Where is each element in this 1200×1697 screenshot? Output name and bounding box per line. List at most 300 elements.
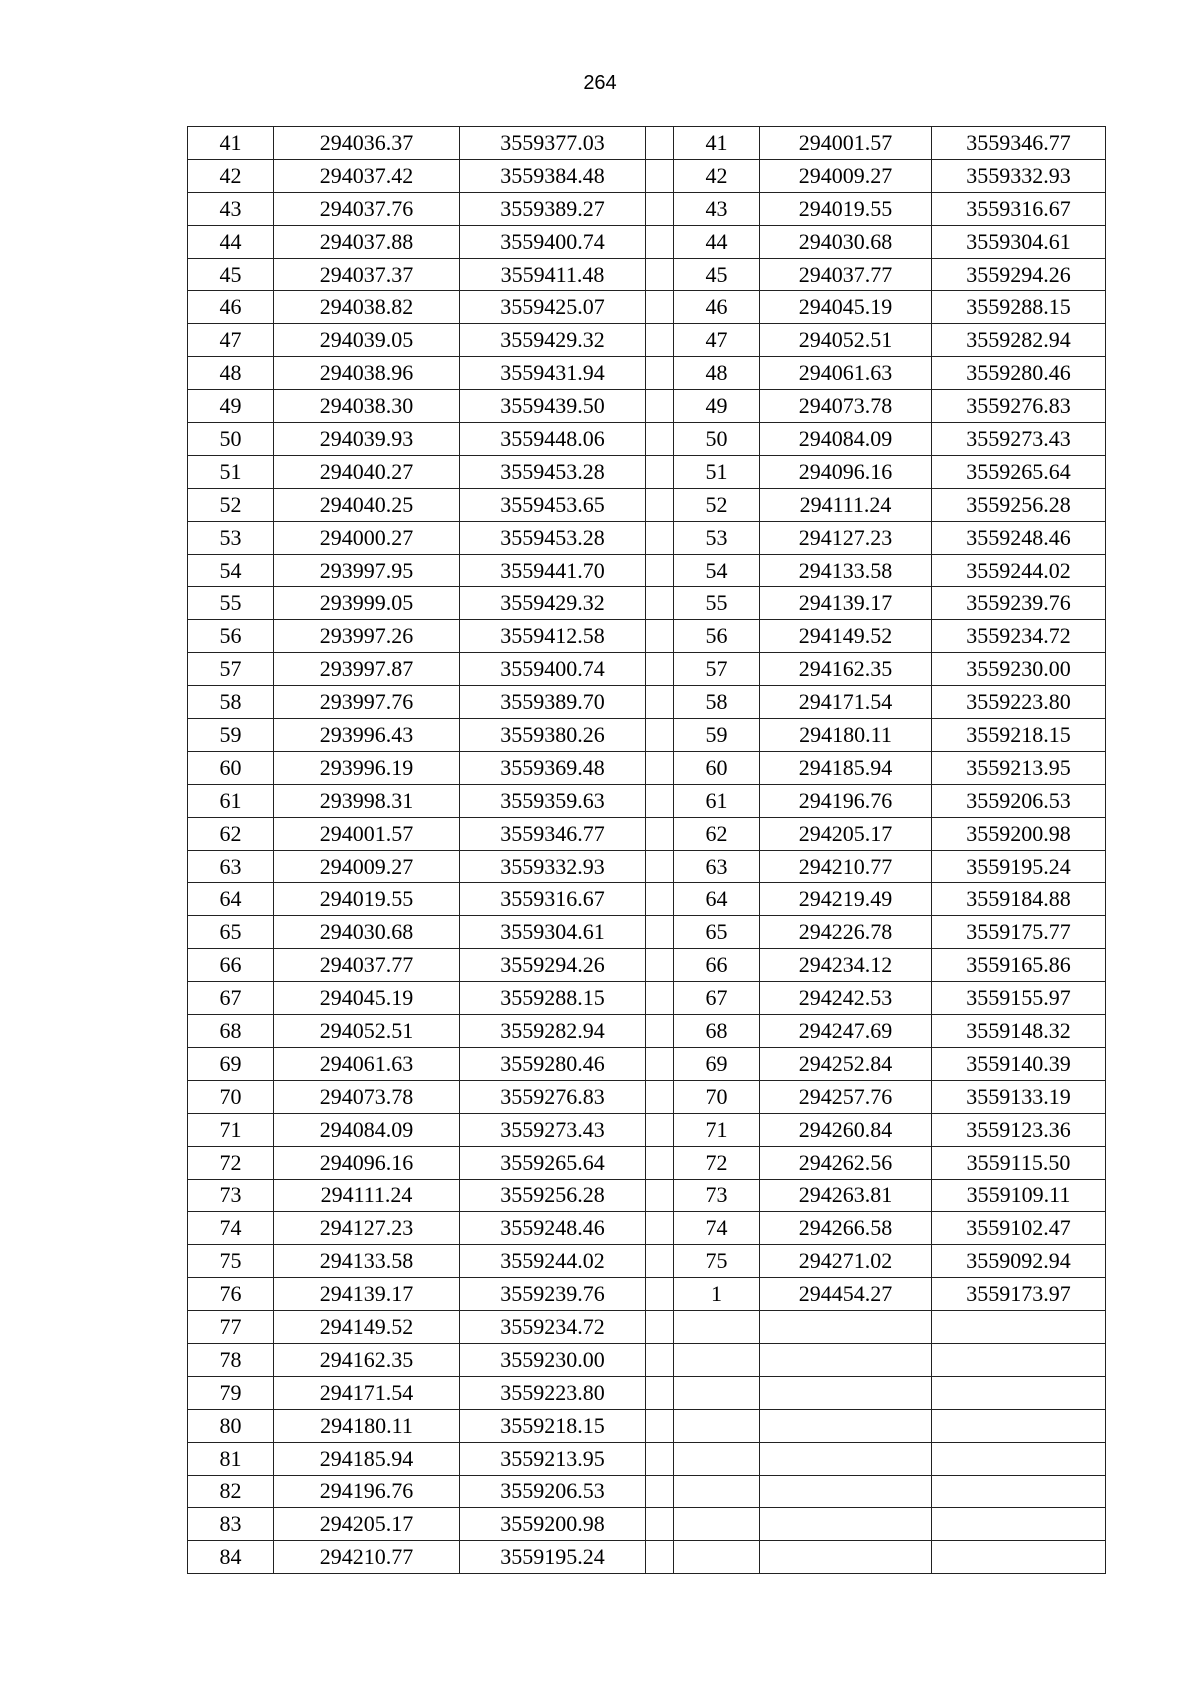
- table-row: [188, 1080, 1106, 1113]
- right-point-number-cell: 57: [674, 653, 760, 686]
- right-point-number-cell: 67: [674, 982, 760, 1015]
- blank-separator-cell: [646, 192, 674, 225]
- table-row: [188, 423, 1106, 456]
- left-y-coordinate-cell: 3559273.43: [460, 1113, 646, 1146]
- left-point-number-cell: 81: [188, 1442, 274, 1475]
- right-x-coordinate-cell: 294219.49: [760, 883, 932, 916]
- right-point-number-cell: 55: [674, 587, 760, 620]
- right-point-number-cell: [674, 1442, 760, 1475]
- left-x-coordinate-cell: 293997.76: [274, 686, 460, 719]
- left-y-coordinate-cell: 3559369.48: [460, 751, 646, 784]
- right-point-number-cell: 64: [674, 883, 760, 916]
- left-point-number-cell: 60: [188, 751, 274, 784]
- right-point-number-cell: 41: [674, 127, 760, 160]
- right-x-coordinate-cell: 294045.19: [760, 291, 932, 324]
- right-y-coordinate-cell: [932, 1409, 1106, 1442]
- left-point-number-cell: 62: [188, 817, 274, 850]
- right-y-coordinate-cell: 3559115.50: [932, 1146, 1106, 1179]
- left-y-coordinate-cell: 3559384.48: [460, 159, 646, 192]
- table-row: [188, 817, 1106, 850]
- left-y-coordinate-cell: 3559206.53: [460, 1475, 646, 1508]
- blank-separator-cell: [646, 1541, 674, 1574]
- left-x-coordinate-cell: 294185.94: [274, 1442, 460, 1475]
- left-y-coordinate-cell: 3559453.28: [460, 455, 646, 488]
- left-point-number-cell: 46: [188, 291, 274, 324]
- right-y-coordinate-cell: 3559282.94: [932, 324, 1106, 357]
- blank-separator-cell: [646, 521, 674, 554]
- left-point-number-cell: 82: [188, 1475, 274, 1508]
- table-row: [188, 916, 1106, 949]
- right-point-number-cell: 53: [674, 521, 760, 554]
- right-y-coordinate-cell: [932, 1475, 1106, 1508]
- blank-separator-cell: [646, 1179, 674, 1212]
- right-x-coordinate-cell: 294030.68: [760, 225, 932, 258]
- right-y-coordinate-cell: 3559155.97: [932, 982, 1106, 1015]
- right-x-coordinate-cell: 294257.76: [760, 1080, 932, 1113]
- blank-separator-cell: [646, 686, 674, 719]
- left-x-coordinate-cell: 294039.93: [274, 423, 460, 456]
- right-y-coordinate-cell: 3559195.24: [932, 850, 1106, 883]
- right-x-coordinate-cell: 294454.27: [760, 1278, 932, 1311]
- blank-separator-cell: [646, 488, 674, 521]
- right-point-number-cell: [674, 1376, 760, 1409]
- right-y-coordinate-cell: 3559239.76: [932, 587, 1106, 620]
- left-y-coordinate-cell: 3559282.94: [460, 1015, 646, 1048]
- table-row: [188, 850, 1106, 883]
- right-y-coordinate-cell: 3559332.93: [932, 159, 1106, 192]
- blank-separator-cell: [646, 751, 674, 784]
- left-y-coordinate-cell: 3559294.26: [460, 949, 646, 982]
- blank-separator-cell: [646, 554, 674, 587]
- right-point-number-cell: 66: [674, 949, 760, 982]
- left-x-coordinate-cell: 294084.09: [274, 1113, 460, 1146]
- left-x-coordinate-cell: 294162.35: [274, 1343, 460, 1376]
- right-x-coordinate-cell: [760, 1442, 932, 1475]
- right-y-coordinate-cell: 3559273.43: [932, 423, 1106, 456]
- right-point-number-cell: 75: [674, 1245, 760, 1278]
- left-point-number-cell: 49: [188, 390, 274, 423]
- right-point-number-cell: 73: [674, 1179, 760, 1212]
- blank-separator-cell: [646, 1146, 674, 1179]
- right-x-coordinate-cell: [760, 1475, 932, 1508]
- left-x-coordinate-cell: 294096.16: [274, 1146, 460, 1179]
- left-y-coordinate-cell: 3559304.61: [460, 916, 646, 949]
- right-y-coordinate-cell: 3559346.77: [932, 127, 1106, 160]
- left-x-coordinate-cell: 293999.05: [274, 587, 460, 620]
- right-x-coordinate-cell: 294185.94: [760, 751, 932, 784]
- right-point-number-cell: 62: [674, 817, 760, 850]
- blank-separator-cell: [646, 916, 674, 949]
- left-y-coordinate-cell: 3559377.03: [460, 127, 646, 160]
- right-y-coordinate-cell: 3559200.98: [932, 817, 1106, 850]
- table-row: [188, 1343, 1106, 1376]
- left-x-coordinate-cell: 294037.37: [274, 258, 460, 291]
- right-x-coordinate-cell: [760, 1343, 932, 1376]
- blank-separator-cell: [646, 817, 674, 850]
- right-y-coordinate-cell: 3559148.32: [932, 1015, 1106, 1048]
- table-row: [188, 949, 1106, 982]
- table-row: [188, 127, 1106, 160]
- right-y-coordinate-cell: [932, 1442, 1106, 1475]
- table-row: [188, 554, 1106, 587]
- right-point-number-cell: 58: [674, 686, 760, 719]
- right-x-coordinate-cell: 294263.81: [760, 1179, 932, 1212]
- left-point-number-cell: 69: [188, 1047, 274, 1080]
- blank-separator-cell: [646, 784, 674, 817]
- blank-separator-cell: [646, 883, 674, 916]
- left-y-coordinate-cell: 3559412.58: [460, 620, 646, 653]
- right-y-coordinate-cell: 3559123.36: [932, 1113, 1106, 1146]
- right-x-coordinate-cell: 294260.84: [760, 1113, 932, 1146]
- left-x-coordinate-cell: 294040.25: [274, 488, 460, 521]
- left-x-coordinate-cell: 293998.31: [274, 784, 460, 817]
- left-x-coordinate-cell: 294133.58: [274, 1245, 460, 1278]
- left-x-coordinate-cell: 294038.96: [274, 357, 460, 390]
- left-y-coordinate-cell: 3559332.93: [460, 850, 646, 883]
- right-x-coordinate-cell: 294111.24: [760, 488, 932, 521]
- right-point-number-cell: 56: [674, 620, 760, 653]
- left-point-number-cell: 74: [188, 1212, 274, 1245]
- table-row: [188, 488, 1106, 521]
- right-y-coordinate-cell: 3559218.15: [932, 719, 1106, 752]
- right-point-number-cell: 44: [674, 225, 760, 258]
- right-y-coordinate-cell: 3559223.80: [932, 686, 1106, 719]
- right-x-coordinate-cell: 294009.27: [760, 159, 932, 192]
- right-y-coordinate-cell: [932, 1343, 1106, 1376]
- left-x-coordinate-cell: 294052.51: [274, 1015, 460, 1048]
- left-x-coordinate-cell: 294205.17: [274, 1508, 460, 1541]
- left-y-coordinate-cell: 3559453.65: [460, 488, 646, 521]
- right-x-coordinate-cell: 294162.35: [760, 653, 932, 686]
- blank-separator-cell: [646, 1343, 674, 1376]
- right-point-number-cell: 1: [674, 1278, 760, 1311]
- left-y-coordinate-cell: 3559346.77: [460, 817, 646, 850]
- blank-separator-cell: [646, 1311, 674, 1344]
- left-y-coordinate-cell: 3559441.70: [460, 554, 646, 587]
- left-point-number-cell: 65: [188, 916, 274, 949]
- blank-separator-cell: [646, 1442, 674, 1475]
- left-x-coordinate-cell: 294000.27: [274, 521, 460, 554]
- left-point-number-cell: 68: [188, 1015, 274, 1048]
- left-x-coordinate-cell: 294039.05: [274, 324, 460, 357]
- blank-separator-cell: [646, 1047, 674, 1080]
- left-y-coordinate-cell: 3559256.28: [460, 1179, 646, 1212]
- left-y-coordinate-cell: 3559429.32: [460, 324, 646, 357]
- table-row: [188, 159, 1106, 192]
- blank-separator-cell: [646, 390, 674, 423]
- right-point-number-cell: [674, 1343, 760, 1376]
- left-point-number-cell: 51: [188, 455, 274, 488]
- left-y-coordinate-cell: 3559234.72: [460, 1311, 646, 1344]
- right-x-coordinate-cell: 294226.78: [760, 916, 932, 949]
- left-x-coordinate-cell: 294139.17: [274, 1278, 460, 1311]
- right-x-coordinate-cell: 294171.54: [760, 686, 932, 719]
- right-y-coordinate-cell: 3559256.28: [932, 488, 1106, 521]
- left-x-coordinate-cell: 294127.23: [274, 1212, 460, 1245]
- right-x-coordinate-cell: 294073.78: [760, 390, 932, 423]
- left-x-coordinate-cell: 293997.87: [274, 653, 460, 686]
- table-row: [188, 883, 1106, 916]
- right-y-coordinate-cell: [932, 1311, 1106, 1344]
- table-row: [188, 291, 1106, 324]
- right-point-number-cell: 74: [674, 1212, 760, 1245]
- right-x-coordinate-cell: 294019.55: [760, 192, 932, 225]
- table-row: [188, 192, 1106, 225]
- right-point-number-cell: 72: [674, 1146, 760, 1179]
- left-x-coordinate-cell: 294036.37: [274, 127, 460, 160]
- right-point-number-cell: 51: [674, 455, 760, 488]
- left-y-coordinate-cell: 3559316.67: [460, 883, 646, 916]
- left-x-coordinate-cell: 294019.55: [274, 883, 460, 916]
- right-point-number-cell: 47: [674, 324, 760, 357]
- left-x-coordinate-cell: 294037.77: [274, 949, 460, 982]
- left-x-coordinate-cell: 293997.26: [274, 620, 460, 653]
- left-x-coordinate-cell: 294171.54: [274, 1376, 460, 1409]
- blank-separator-cell: [646, 719, 674, 752]
- left-y-coordinate-cell: 3559265.64: [460, 1146, 646, 1179]
- right-x-coordinate-cell: 294247.69: [760, 1015, 932, 1048]
- right-y-coordinate-cell: 3559102.47: [932, 1212, 1106, 1245]
- right-x-coordinate-cell: 294037.77: [760, 258, 932, 291]
- left-y-coordinate-cell: 3559389.70: [460, 686, 646, 719]
- right-x-coordinate-cell: 294196.76: [760, 784, 932, 817]
- right-x-coordinate-cell: 294139.17: [760, 587, 932, 620]
- left-point-number-cell: 67: [188, 982, 274, 1015]
- table-row: [188, 455, 1106, 488]
- left-x-coordinate-cell: 294037.42: [274, 159, 460, 192]
- right-y-coordinate-cell: [932, 1541, 1106, 1574]
- right-point-number-cell: 42: [674, 159, 760, 192]
- right-y-coordinate-cell: 3559165.86: [932, 949, 1106, 982]
- blank-separator-cell: [646, 1409, 674, 1442]
- right-x-coordinate-cell: [760, 1508, 932, 1541]
- table-row: [188, 1278, 1106, 1311]
- table-row: [188, 587, 1106, 620]
- blank-separator-cell: [646, 258, 674, 291]
- left-point-number-cell: 84: [188, 1541, 274, 1574]
- left-y-coordinate-cell: 3559200.98: [460, 1508, 646, 1541]
- right-x-coordinate-cell: 294266.58: [760, 1212, 932, 1245]
- left-point-number-cell: 52: [188, 488, 274, 521]
- left-y-coordinate-cell: 3559429.32: [460, 587, 646, 620]
- right-point-number-cell: [674, 1541, 760, 1574]
- blank-separator-cell: [646, 127, 674, 160]
- left-x-coordinate-cell: 294009.27: [274, 850, 460, 883]
- left-point-number-cell: 44: [188, 225, 274, 258]
- right-y-coordinate-cell: 3559109.11: [932, 1179, 1106, 1212]
- table-row: [188, 1015, 1106, 1048]
- right-point-number-cell: 46: [674, 291, 760, 324]
- right-y-coordinate-cell: 3559175.77: [932, 916, 1106, 949]
- right-y-coordinate-cell: 3559133.19: [932, 1080, 1106, 1113]
- left-y-coordinate-cell: 3559230.00: [460, 1343, 646, 1376]
- left-y-coordinate-cell: 3559448.06: [460, 423, 646, 456]
- right-x-coordinate-cell: 294271.02: [760, 1245, 932, 1278]
- left-x-coordinate-cell: 294180.11: [274, 1409, 460, 1442]
- right-y-coordinate-cell: 3559244.02: [932, 554, 1106, 587]
- table-row: [188, 1179, 1106, 1212]
- right-point-number-cell: [674, 1311, 760, 1344]
- left-point-number-cell: 83: [188, 1508, 274, 1541]
- right-point-number-cell: 61: [674, 784, 760, 817]
- table-row: [188, 751, 1106, 784]
- table-row: [188, 1146, 1106, 1179]
- left-y-coordinate-cell: 3559213.95: [460, 1442, 646, 1475]
- right-x-coordinate-cell: 294262.56: [760, 1146, 932, 1179]
- left-point-number-cell: 72: [188, 1146, 274, 1179]
- blank-separator-cell: [646, 1015, 674, 1048]
- left-point-number-cell: 63: [188, 850, 274, 883]
- right-x-coordinate-cell: 294127.23: [760, 521, 932, 554]
- right-x-coordinate-cell: 294180.11: [760, 719, 932, 752]
- left-x-coordinate-cell: 294196.76: [274, 1475, 460, 1508]
- left-point-number-cell: 57: [188, 653, 274, 686]
- blank-separator-cell: [646, 324, 674, 357]
- coordinate-table: [187, 126, 1106, 1574]
- left-point-number-cell: 50: [188, 423, 274, 456]
- right-point-number-cell: 60: [674, 751, 760, 784]
- left-x-coordinate-cell: 293996.19: [274, 751, 460, 784]
- left-y-coordinate-cell: 3559244.02: [460, 1245, 646, 1278]
- left-y-coordinate-cell: 3559400.74: [460, 653, 646, 686]
- left-point-number-cell: 48: [188, 357, 274, 390]
- right-x-coordinate-cell: 294061.63: [760, 357, 932, 390]
- right-point-number-cell: [674, 1409, 760, 1442]
- blank-separator-cell: [646, 455, 674, 488]
- right-x-coordinate-cell: 294052.51: [760, 324, 932, 357]
- right-y-coordinate-cell: 3559276.83: [932, 390, 1106, 423]
- left-x-coordinate-cell: 294001.57: [274, 817, 460, 850]
- table-row: [188, 686, 1106, 719]
- blank-separator-cell: [646, 159, 674, 192]
- right-y-coordinate-cell: 3559234.72: [932, 620, 1106, 653]
- left-point-number-cell: 56: [188, 620, 274, 653]
- left-y-coordinate-cell: 3559380.26: [460, 719, 646, 752]
- right-x-coordinate-cell: 294096.16: [760, 455, 932, 488]
- blank-separator-cell: [646, 1376, 674, 1409]
- left-point-number-cell: 54: [188, 554, 274, 587]
- right-x-coordinate-cell: 294133.58: [760, 554, 932, 587]
- left-y-coordinate-cell: 3559195.24: [460, 1541, 646, 1574]
- left-y-coordinate-cell: 3559411.48: [460, 258, 646, 291]
- table-row: [188, 1212, 1106, 1245]
- right-x-coordinate-cell: 294149.52: [760, 620, 932, 653]
- left-point-number-cell: 64: [188, 883, 274, 916]
- blank-separator-cell: [646, 1245, 674, 1278]
- table-row: [188, 1508, 1106, 1541]
- left-point-number-cell: 71: [188, 1113, 274, 1146]
- table-row: [188, 521, 1106, 554]
- right-x-coordinate-cell: [760, 1409, 932, 1442]
- left-y-coordinate-cell: 3559218.15: [460, 1409, 646, 1442]
- left-point-number-cell: 58: [188, 686, 274, 719]
- right-point-number-cell: 69: [674, 1047, 760, 1080]
- right-y-coordinate-cell: 3559213.95: [932, 751, 1106, 784]
- right-x-coordinate-cell: 294001.57: [760, 127, 932, 160]
- table-row: [188, 1376, 1106, 1409]
- right-point-number-cell: [674, 1475, 760, 1508]
- left-x-coordinate-cell: 294037.88: [274, 225, 460, 258]
- right-y-coordinate-cell: 3559173.97: [932, 1278, 1106, 1311]
- right-y-coordinate-cell: 3559316.67: [932, 192, 1106, 225]
- table-row: [188, 1409, 1106, 1442]
- right-point-number-cell: [674, 1508, 760, 1541]
- right-y-coordinate-cell: [932, 1376, 1106, 1409]
- left-point-number-cell: 47: [188, 324, 274, 357]
- right-point-number-cell: 43: [674, 192, 760, 225]
- right-y-coordinate-cell: 3559206.53: [932, 784, 1106, 817]
- table-row: [188, 653, 1106, 686]
- left-point-number-cell: 61: [188, 784, 274, 817]
- table-row: [188, 1541, 1106, 1574]
- left-point-number-cell: 45: [188, 258, 274, 291]
- left-x-coordinate-cell: 294045.19: [274, 982, 460, 1015]
- right-point-number-cell: 54: [674, 554, 760, 587]
- blank-separator-cell: [646, 291, 674, 324]
- blank-separator-cell: [646, 982, 674, 1015]
- right-x-coordinate-cell: [760, 1541, 932, 1574]
- left-x-coordinate-cell: 294030.68: [274, 916, 460, 949]
- blank-separator-cell: [646, 1475, 674, 1508]
- right-point-number-cell: 52: [674, 488, 760, 521]
- right-y-coordinate-cell: 3559294.26: [932, 258, 1106, 291]
- right-x-coordinate-cell: 294234.12: [760, 949, 932, 982]
- left-y-coordinate-cell: 3559400.74: [460, 225, 646, 258]
- right-y-coordinate-cell: 3559304.61: [932, 225, 1106, 258]
- right-y-coordinate-cell: 3559265.64: [932, 455, 1106, 488]
- table-row: [188, 357, 1106, 390]
- blank-separator-cell: [646, 587, 674, 620]
- right-point-number-cell: 50: [674, 423, 760, 456]
- right-point-number-cell: 65: [674, 916, 760, 949]
- table-row: [188, 1442, 1106, 1475]
- blank-separator-cell: [646, 1212, 674, 1245]
- table-row: [188, 1311, 1106, 1344]
- table-row: [188, 1475, 1106, 1508]
- blank-separator-cell: [646, 850, 674, 883]
- left-y-coordinate-cell: 3559431.94: [460, 357, 646, 390]
- left-x-coordinate-cell: 294040.27: [274, 455, 460, 488]
- left-x-coordinate-cell: 294210.77: [274, 1541, 460, 1574]
- left-x-coordinate-cell: 294073.78: [274, 1080, 460, 1113]
- table-row: [188, 324, 1106, 357]
- right-x-coordinate-cell: [760, 1311, 932, 1344]
- left-point-number-cell: 53: [188, 521, 274, 554]
- left-x-coordinate-cell: 294061.63: [274, 1047, 460, 1080]
- right-point-number-cell: 59: [674, 719, 760, 752]
- left-y-coordinate-cell: 3559276.83: [460, 1080, 646, 1113]
- left-point-number-cell: 79: [188, 1376, 274, 1409]
- left-point-number-cell: 75: [188, 1245, 274, 1278]
- left-y-coordinate-cell: 3559453.28: [460, 521, 646, 554]
- left-x-coordinate-cell: 293997.95: [274, 554, 460, 587]
- left-point-number-cell: 77: [188, 1311, 274, 1344]
- right-y-coordinate-cell: 3559280.46: [932, 357, 1106, 390]
- table-row: [188, 1047, 1106, 1080]
- coordinate-table-body: [188, 127, 1106, 1574]
- table-row: [188, 390, 1106, 423]
- left-point-number-cell: 80: [188, 1409, 274, 1442]
- left-point-number-cell: 42: [188, 159, 274, 192]
- left-y-coordinate-cell: 3559280.46: [460, 1047, 646, 1080]
- left-y-coordinate-cell: 3559248.46: [460, 1212, 646, 1245]
- right-y-coordinate-cell: 3559288.15: [932, 291, 1106, 324]
- right-point-number-cell: 48: [674, 357, 760, 390]
- right-point-number-cell: 63: [674, 850, 760, 883]
- left-x-coordinate-cell: 294037.76: [274, 192, 460, 225]
- table-row: [188, 784, 1106, 817]
- left-point-number-cell: 76: [188, 1278, 274, 1311]
